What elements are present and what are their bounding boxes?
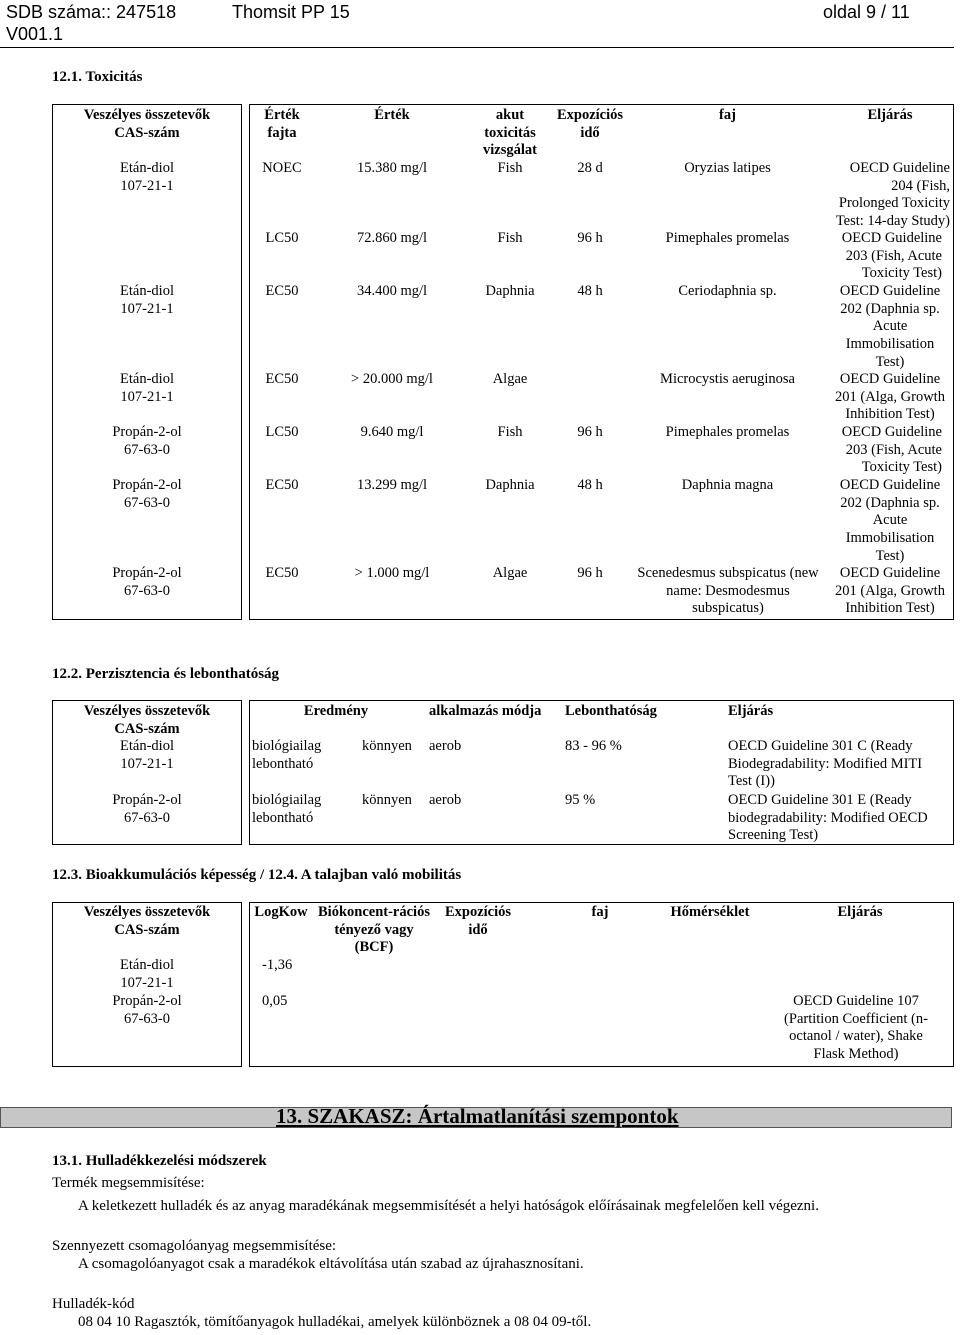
application-mode: aerob [429, 792, 462, 808]
product-disposal-text: A keletkezett hulladék és az anyag maradékának megsemmisítését a helyi hatóságok előírásainak megfelelően kell végezni. [78, 1198, 819, 1214]
method: OECD Guideline 201 (Alga, Growth Inhibition Test) [835, 371, 945, 423]
value-type: EC50 [265, 477, 299, 493]
species: Ceriodaphnia sp. [678, 283, 777, 299]
substance-label: Propán-2-ol 67-63-0 [112, 565, 182, 599]
bioaccumulation-left-header: Veszélyes összetevők CAS-szám [83, 904, 211, 938]
header-sdb-number: SDB száma:: 247518 [6, 2, 177, 22]
method: OECD Guideline 203 (Fish, Acute Toxicity Test) [841, 230, 942, 282]
substance-label: Propán-2-ol 67-63-0 [112, 477, 182, 511]
acute-test: Fish [497, 160, 523, 176]
result: biológiailag lebontható [252, 792, 322, 826]
acute-test: Algae [492, 371, 528, 387]
value: 13.299 mg/l [356, 477, 428, 493]
degradability: 95 % [565, 792, 596, 808]
exposure-time: 96 h [577, 565, 603, 581]
acute-test: Daphnia [485, 283, 535, 299]
value: 34.400 mg/l [356, 283, 428, 299]
method: OECD Guideline 202 (Daphnia sp. Acute Immobilisation Test) [839, 477, 941, 564]
result: biológiailag lebontható [252, 738, 322, 772]
col-header-species: faj [719, 107, 736, 123]
acute-test: Fish [497, 230, 523, 246]
persistence-left-header: Veszélyes összetevők CAS-szám [83, 703, 211, 737]
header-rule [0, 47, 954, 48]
col-header-method: Eljárás [837, 904, 883, 920]
value-type: LC50 [265, 424, 299, 440]
col-header-degradability: Lebonthatóság [565, 703, 657, 719]
section-title-12-1: 12.1. Toxicitás [52, 69, 143, 85]
species: Pimephales promelas [665, 424, 790, 440]
substance-label: Etán-diol 107-21-1 [120, 160, 174, 194]
substance-label: Etán-diol 107-21-1 [120, 957, 174, 991]
substance-label: Propán-2-ol 67-63-0 [112, 792, 182, 826]
exposure-time: 48 h [577, 283, 603, 299]
toxicity-left-header: Veszélyes összetevők CAS-szám [83, 107, 211, 141]
exposure-time: 28 d [577, 160, 603, 176]
method: OECD Guideline 203 (Fish, Acute Toxicity Test) [841, 424, 942, 476]
col-header-bcf: Biókoncent-rációs tényező vagy (BCF) [318, 904, 430, 956]
packaging-disposal-label: Szennyezett csomagolóanyag megsemmisítése: [52, 1238, 337, 1254]
col-header-value: Érték [374, 107, 410, 123]
exposure-time: 48 h [577, 477, 603, 493]
exposure-time: 96 h [577, 424, 603, 440]
acute-test: Algae [492, 565, 528, 581]
acute-test: Daphnia [485, 477, 535, 493]
waste-code-text: 08 04 10 Ragasztók, tömítőanyagok hulladékai, amelyek különböznek a 08 04 09-től. [78, 1314, 592, 1330]
header-product-name: Thomsit PP 15 [232, 2, 350, 22]
value-type: EC50 [265, 565, 299, 581]
col-header-application-mode: alkalmazás módja [429, 703, 542, 719]
degradability: 83 - 96 % [565, 738, 622, 754]
species: Microcystis aeruginosa [660, 371, 795, 387]
section-title-12-3: 12.3. Bioakkumulációs képesség / 12.4. A talajban való mobilitás [52, 867, 462, 883]
method: OECD Guideline 201 (Alga, Growth Inhibition Test) [835, 565, 945, 617]
product-disposal-label: Termék megsemmisítése: [52, 1175, 205, 1191]
species: Oryzias latipes [684, 160, 771, 176]
col-header-exposure-time: Expozíciós idő [444, 904, 512, 938]
species: Scenedesmus subspicatus (new name: Desmodesmus subspicatus) [637, 565, 819, 617]
subsection-title-13-1: 13.1. Hulladékkezelési módszerek [52, 1153, 267, 1169]
acute-test: Fish [497, 424, 523, 440]
value: > 1.000 mg/l [354, 565, 430, 581]
col-header-logkow: LogKow [254, 904, 308, 920]
col-header-temperature: Hőmérséklet [670, 904, 750, 920]
header-version: V001.1 [6, 24, 64, 44]
substance-label: Etán-diol 107-21-1 [120, 371, 174, 405]
species: Daphnia magna [681, 477, 774, 493]
col-header-acute-test: akut toxicitás vizsgálat [483, 107, 537, 159]
method: OECD Guideline 107 (Partition Coefficient (n- octanol / water), Shake Flask Method) [784, 993, 928, 1063]
value-type: NOEC [262, 160, 302, 176]
col-header-method: Eljárás [728, 703, 774, 719]
col-header-result: Eredmény [303, 703, 369, 719]
substance-label: Etán-diol 107-21-1 [120, 738, 174, 772]
col-header-method: Eljárás [867, 107, 913, 123]
species: Pimephales promelas [665, 230, 790, 246]
application-mode: aerob [429, 738, 462, 754]
method: OECD Guideline 301 E (Ready biodegradability: Modified OECD Screening Test) [728, 792, 928, 844]
waste-code-label: Hulladék-kód [52, 1296, 135, 1312]
value: > 20.000 mg/l [351, 371, 433, 387]
value-type: LC50 [265, 230, 299, 246]
exposure-time: 96 h [577, 230, 603, 246]
col-header-species: faj [591, 904, 609, 920]
substance-label: Propán-2-ol 67-63-0 [112, 993, 182, 1027]
substance-label: Etán-diol 107-21-1 [120, 283, 174, 317]
packaging-disposal-text: A csomagolóanyagot csak a maradékok eltávolítása után szabad az újrahasznosítani. [78, 1256, 584, 1272]
value-type: EC50 [265, 371, 299, 387]
logkow-value: -1,36 [262, 957, 293, 973]
value: 15.380 mg/l [356, 160, 428, 176]
method: OECD Guideline 204 (Fish, Prolonged Toxicity Test: 14-day Study) [835, 160, 950, 230]
value-type: EC50 [265, 283, 299, 299]
method: OECD Guideline 301 C (Ready Biodegradability: Modified MITI Test (I)) [728, 738, 923, 790]
value: 72.860 mg/l [356, 230, 428, 246]
method: OECD Guideline 202 (Daphnia sp. Acute Immobilisation Test) [839, 283, 941, 370]
col-header-value-type: Érték fajta [264, 107, 300, 141]
logkow-value: 0,05 [262, 993, 288, 1009]
substance-label: Propán-2-ol 67-63-0 [112, 424, 182, 458]
section-title-12-2: 12.2. Perzisztencia és lebonthatóság [52, 666, 280, 682]
result-qualifier: könnyen [362, 738, 412, 754]
col-header-exposure-time: Expozíciós idő [556, 107, 624, 141]
section-title-13: 13. SZAKASZ: Ártalmatlanítási szempontok [276, 1104, 679, 1128]
value: 9.640 mg/l [360, 424, 424, 440]
result-qualifier: könnyen [362, 792, 412, 808]
header-page-number: oldal 9 / 11 [823, 2, 910, 22]
